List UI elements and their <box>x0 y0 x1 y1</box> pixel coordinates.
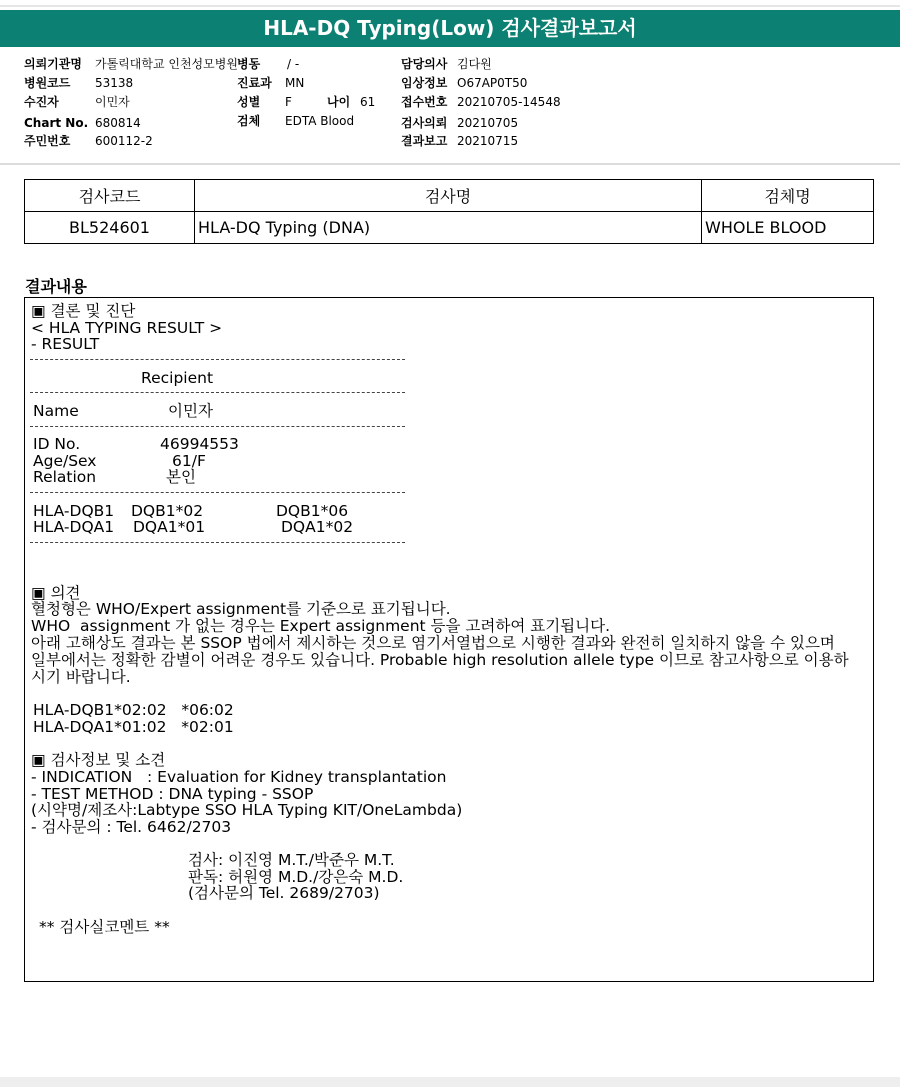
inquiry-line: - 검사문의 : Tel. 6462/2703 <box>31 818 232 836</box>
field-patient: 수진자 이민자 <box>24 95 130 109</box>
test-spec-table <box>24 179 874 244</box>
field-department: 진료과 MN <box>237 76 305 90</box>
reagent-line: (시약명/제조사:Labtype SSO HLA Typing KIT/OneLambda) <box>31 801 463 819</box>
relation-value: 본인 <box>166 468 196 486</box>
top-border <box>0 5 900 7</box>
dqa1-allele-1: DQA1*01 <box>133 518 206 536</box>
divider-line <box>30 492 405 493</box>
name-label: Name <box>33 402 79 420</box>
name-value: 이민자 <box>168 402 213 420</box>
id-value: 46994553 <box>160 435 239 453</box>
conclusion-heading: ▣ 결론 및 진단 <box>31 302 136 320</box>
field-ward: 병동 / - <box>237 57 300 71</box>
cell-specimen: WHOLE BLOOD <box>702 212 874 244</box>
field-receipt-no: 접수번호 20210705-14548 <box>401 95 561 109</box>
opinion-line-2: WHO assignment 가 없는 경우는 Expert assignment 등을 고려하여 표기됩니다. <box>31 617 611 635</box>
divider-line <box>30 392 405 393</box>
field-sex: 성별 F <box>237 95 292 109</box>
divider-line <box>30 359 405 360</box>
field-clinical-info: 임상정보 O67AP0T50 <box>401 76 528 90</box>
opinion-line-5: 시기 바랍니다. <box>31 668 131 686</box>
field-institution: 의뢰기관명 가톨릭대학교 인천성모병원 <box>24 57 238 71</box>
lab-comment-heading: ** 검사실코멘트 ** <box>39 918 170 936</box>
test-method-line: - TEST METHOD : DNA typing - SSOP <box>31 785 314 803</box>
typing-result-title: < HLA TYPING RESULT > <box>31 319 223 337</box>
cell-test-name: HLA-DQ Typing (DNA) <box>195 212 702 244</box>
test-info-heading: ▣ 검사정보 및 소견 <box>31 751 166 769</box>
lab-contact-line: (검사문의 Tel. 2689/2703) <box>188 884 380 902</box>
field-resident-no: 주민번호 600112-2 <box>24 134 153 148</box>
age-sex-value: 61/F <box>172 452 206 470</box>
field-specimen: 검체 EDTA Blood <box>237 114 355 128</box>
dqb1-label: HLA-DQB1 <box>33 502 115 520</box>
dqb1-allele-2: DQB1*06 <box>276 502 349 520</box>
col-header-name: 검사명 <box>195 180 702 212</box>
dqa1-allele-2: DQA1*02 <box>281 518 354 536</box>
result-label: - RESULT <box>31 335 100 353</box>
header-divider <box>0 163 900 165</box>
opinion-line-4: 일부에서는 정확한 감별이 어려운 경우도 있습니다. Probable high resolution allele type 이므로 참고사항으로 이용하 <box>31 651 849 669</box>
high-res-dqa1: HLA-DQA1*01:02 *02:01 <box>33 718 234 736</box>
field-chart-no: Chart No. 680814 <box>24 116 141 130</box>
section-title: 결과내용 <box>25 277 87 296</box>
id-label: ID No. <box>33 435 81 453</box>
field-request-date: 검사의뢰 20210705 <box>401 116 519 130</box>
col-header-code: 검사코드 <box>25 180 195 212</box>
col-header-specimen: 검체명 <box>702 180 874 212</box>
opinion-heading: ▣ 의견 <box>31 584 81 602</box>
dqa1-label: HLA-DQA1 <box>33 518 115 536</box>
interpreted-by-line: 판독: 허원영 M.D./강은숙 M.D. <box>188 868 404 886</box>
tested-by-line: 검사: 이진영 M.T./박준우 M.T. <box>188 851 395 869</box>
report-title: HLA-DQ Typing(Low) 검사결과보고서 <box>0 10 900 47</box>
high-res-dqb1: HLA-DQB1*02:02 *06:02 <box>33 701 234 719</box>
bottom-strip <box>0 1077 900 1087</box>
opinion-line-3: 아래 고해상도 결과는 본 SSOP 법에서 제시하는 것으로 염기서열법으로 시행한 결과와 완전히 일치하지 않을 수 있으며 <box>31 634 835 652</box>
recipient-label: Recipient <box>141 369 214 387</box>
field-hospital-code: 병원코드 53138 <box>24 76 134 90</box>
table-row <box>25 212 874 244</box>
indication-line: - INDICATION : Evaluation for Kidney transplantation <box>31 768 447 786</box>
dqb1-allele-1: DQB1*02 <box>131 502 204 520</box>
field-report-date: 결과보고 20210715 <box>401 134 519 148</box>
field-doctor: 담당의사 김다원 <box>401 57 492 71</box>
field-age: 나이 61 <box>327 95 376 109</box>
relation-label: Relation <box>33 468 97 486</box>
cell-test-code: BL524601 <box>25 212 195 244</box>
result-content-box <box>24 297 874 982</box>
age-sex-label: Age/Sex <box>33 452 97 470</box>
table-header-row <box>25 180 874 212</box>
opinion-line-1: 혈청형은 WHO/Expert assignment를 기준으로 표기됩니다. <box>31 600 451 618</box>
divider-line <box>30 426 405 427</box>
divider-line <box>30 542 405 543</box>
